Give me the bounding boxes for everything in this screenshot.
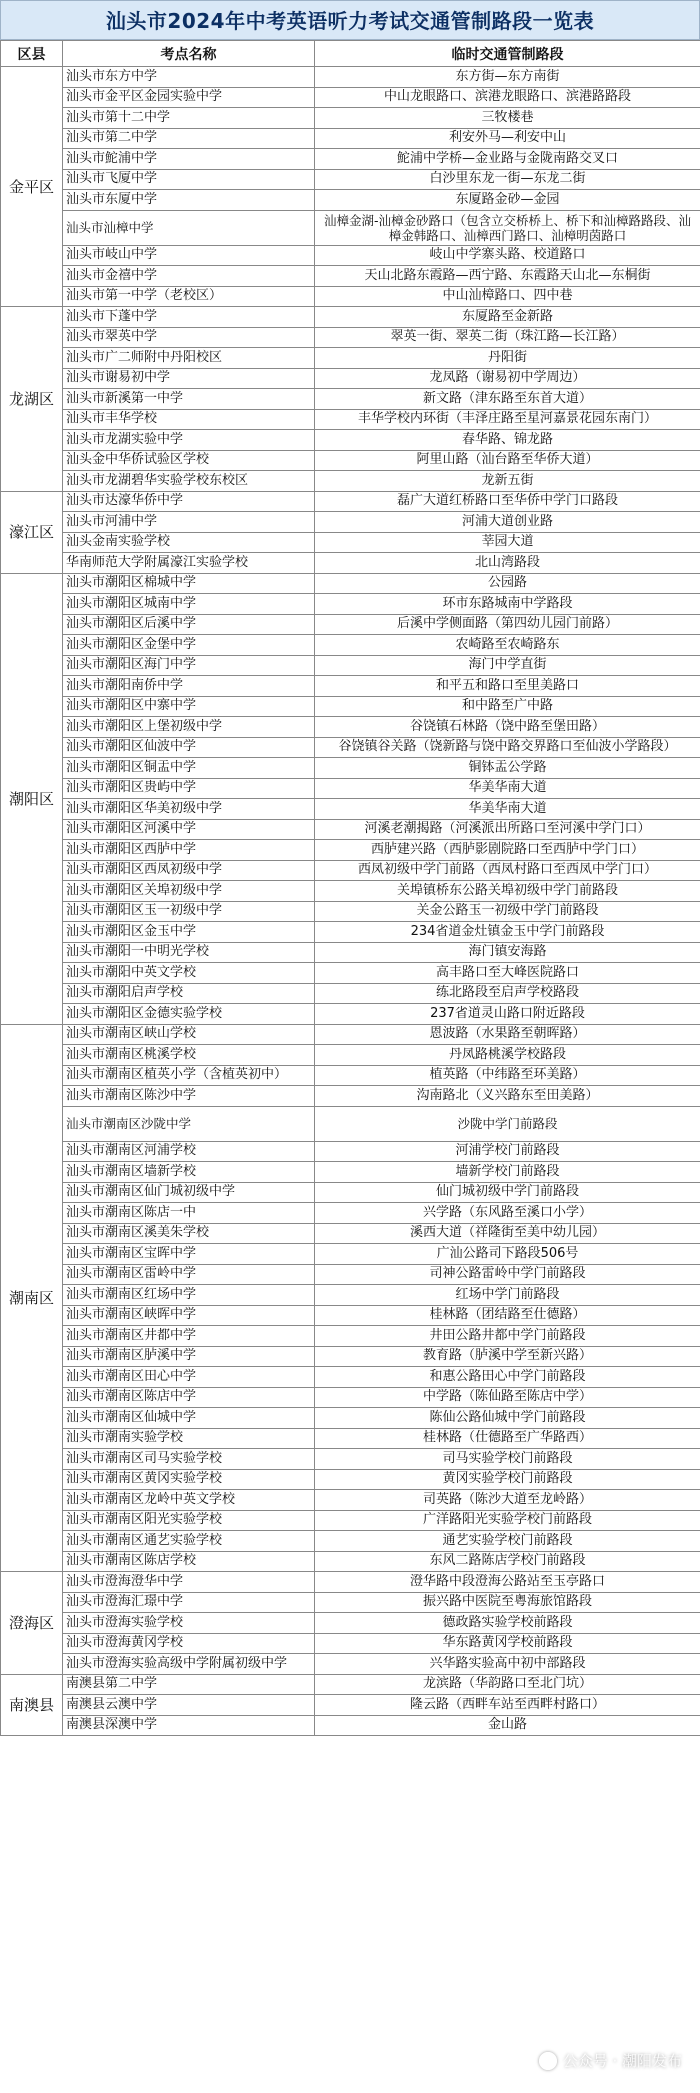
route-cell: 红场中学门前路段 (315, 1285, 700, 1306)
route-cell: 沟南路北（义兴路东至田美路） (315, 1086, 700, 1107)
table-row (1, 1674, 700, 1695)
table-row (1, 696, 700, 717)
school-cell: 汕头市潮南区峡晖中学 (63, 1305, 315, 1326)
route-cell: 广洋路阳光实验学校门前路段 (315, 1510, 700, 1531)
table-row (1, 1572, 700, 1593)
school-cell: 汕头市潮南区仙城中学 (63, 1408, 315, 1429)
route-cell: 鮀浦中学桥—金业路与金陇南路交叉口 (315, 149, 700, 170)
table-row (1, 655, 700, 676)
table-row (1, 1106, 700, 1141)
table-row (1, 1408, 700, 1429)
school-cell: 汕头市潮阳区金堡中学 (63, 635, 315, 656)
table-row (1, 676, 700, 697)
table-row (1, 901, 700, 922)
route-cell: 环市东路城南中学路段 (315, 594, 700, 615)
table-row (1, 573, 700, 594)
table-row (1, 1203, 700, 1224)
table-row (1, 348, 700, 369)
route-cell: 练北路段至启声学校路段 (315, 983, 700, 1004)
school-cell: 汕头市潮南区通艺实验学校 (63, 1531, 315, 1552)
route-cell: 北山湾路段 (315, 553, 700, 574)
school-cell: 汕头市潮南区陈店学校 (63, 1551, 315, 1572)
table-row (1, 1695, 700, 1716)
route-cell: 东风二路陈店学校门前路段 (315, 1551, 700, 1572)
route-cell: 恩波路（水果路至朝晖路） (315, 1024, 700, 1045)
table-row (1, 635, 700, 656)
school-cell: 汕头市第十二中学 (63, 108, 315, 129)
school-cell: 汕头市潮南区墙新学校 (63, 1162, 315, 1183)
school-cell: 汕头市潮阳区海门中学 (63, 655, 315, 676)
school-cell: 汕头市潮南区植英小学（含植英初中） (63, 1065, 315, 1086)
table-row (1, 67, 700, 88)
school-cell: 汕头市澄海汇璟中学 (63, 1592, 315, 1613)
table-row (1, 1346, 700, 1367)
table-row (1, 169, 700, 190)
route-cell: 广汕公路司下路段506号 (315, 1244, 700, 1265)
table-row (1, 799, 700, 820)
table-row (1, 1305, 700, 1326)
school-cell: 汕头市潮阳区西凤初级中学 (63, 860, 315, 881)
route-cell: 东方街—东方南街 (315, 67, 700, 88)
school-cell: 汕头市潮阳区铜盂中学 (63, 758, 315, 779)
school-cell: 汕头市潮南区沙陇中学 (63, 1106, 315, 1141)
school-cell: 汕头市潮阳南侨中学 (63, 676, 315, 697)
header-district: 区县 (1, 41, 63, 67)
table-row (1, 1223, 700, 1244)
route-cell: 仙门城初级中学门前路段 (315, 1182, 700, 1203)
route-cell: 桂林路（团结路至仕德路） (315, 1305, 700, 1326)
table-row (1, 210, 700, 245)
district-cell: 澄海区 (1, 1572, 63, 1675)
table-row (1, 1715, 700, 1736)
table-row (1, 368, 700, 389)
table-row (1, 1654, 700, 1675)
route-cell: 井田公路井都中学门前路段 (315, 1326, 700, 1347)
school-cell: 汕头市飞厦中学 (63, 169, 315, 190)
route-cell: 丰华学校内环街（丰泽庄路至星河嘉景花园东南门） (315, 409, 700, 430)
table-row (1, 1449, 700, 1470)
school-cell: 汕头市龙湖碧华实验学校东校区 (63, 471, 315, 492)
school-cell: 汕头市新溪第一中学 (63, 389, 315, 410)
table-row (1, 1531, 700, 1552)
header-route: 临时交通管制路段 (315, 41, 700, 67)
route-cell: 关埠镇桥东公路关埠初级中学门前路段 (315, 881, 700, 902)
school-cell: 汕头市东厦中学 (63, 190, 315, 211)
route-cell: 中学路（陈仙路至陈店中学） (315, 1387, 700, 1408)
table-row (1, 108, 700, 129)
table-row (1, 1141, 700, 1162)
table-row (1, 266, 700, 287)
school-cell: 汕头市潮南区宝晖中学 (63, 1244, 315, 1265)
school-cell: 汕头市潮阳一中明光学校 (63, 942, 315, 963)
route-cell: 和平五和路口至里美路口 (315, 676, 700, 697)
district-cell: 南澳县 (1, 1674, 63, 1736)
school-cell: 汕头市潮南区陈店中学 (63, 1387, 315, 1408)
table-row (1, 778, 700, 799)
school-cell: 汕头市金禧中学 (63, 266, 315, 287)
school-cell: 汕头市下蓬中学 (63, 307, 315, 328)
route-cell: 利安外马—利安中山 (315, 128, 700, 149)
school-cell: 汕头市达濠华侨中学 (63, 491, 315, 512)
school-cell: 汕头市丰华学校 (63, 409, 315, 430)
table-row (1, 1086, 700, 1107)
route-cell: 中山龙眼路口、滨港龙眼路口、滨港路路段 (315, 87, 700, 108)
school-cell: 汕头市潮南实验学校 (63, 1428, 315, 1449)
table-row (1, 717, 700, 738)
route-cell: 关金公路玉一初级中学门前路段 (315, 901, 700, 922)
route-cell: 白沙里东龙一街—东龙二街 (315, 169, 700, 190)
school-cell: 汕头市潮南区陈店一中 (63, 1203, 315, 1224)
school-cell: 汕头市第二中学 (63, 128, 315, 149)
table-row (1, 860, 700, 881)
school-cell: 汕头市东方中学 (63, 67, 315, 88)
school-cell: 汕头市澄海澄华中学 (63, 1572, 315, 1593)
route-cell: 教育路（胪溪中学至新兴路） (315, 1346, 700, 1367)
table-row (1, 286, 700, 307)
school-cell: 汕头市汕樟中学 (63, 210, 315, 245)
route-cell: 河溪老潮揭路（河溪派出所路口至河溪中学门口） (315, 819, 700, 840)
route-cell: 铜钵盂公学路 (315, 758, 700, 779)
route-cell: 天山北路东霞路—西宁路、东霞路天山北—东桐街 (315, 266, 700, 287)
route-cell: 河浦学校门前路段 (315, 1141, 700, 1162)
school-cell: 汕头市第一中学（老校区） (63, 286, 315, 307)
table-row (1, 1387, 700, 1408)
school-cell: 汕头市岐山中学 (63, 245, 315, 266)
table-row (1, 532, 700, 553)
table-row (1, 1490, 700, 1511)
table-row (1, 922, 700, 943)
school-cell: 汕头市潮阳区金德实验学校 (63, 1004, 315, 1025)
school-cell: 汕头市潮阳启声学校 (63, 983, 315, 1004)
table-row (1, 389, 700, 410)
school-cell: 汕头市潮南区雷岭中学 (63, 1264, 315, 1285)
route-cell: 龙新五街 (315, 471, 700, 492)
school-cell: 汕头市潮阳区玉一初级中学 (63, 901, 315, 922)
route-cell: 公园路 (315, 573, 700, 594)
watermark-text: 公众号 · 潮阳发布 (562, 2052, 682, 2070)
school-cell: 汕头市潮南区田心中学 (63, 1367, 315, 1388)
table-row (1, 409, 700, 430)
district-cell: 濠江区 (1, 491, 63, 573)
route-cell: 华东路黄冈学校前路段 (315, 1633, 700, 1654)
school-cell: 汕头市潮阳区后溪中学 (63, 614, 315, 635)
table-row (1, 614, 700, 635)
school-cell: 汕头市谢易初中学 (63, 368, 315, 389)
route-cell: 兴华路实验高中初中部路段 (315, 1654, 700, 1675)
route-cell: 新文路（津东路至东首大道） (315, 389, 700, 410)
school-cell: 汕头市潮南区仙门城初级中学 (63, 1182, 315, 1203)
route-cell: 和中路至广中路 (315, 696, 700, 717)
route-cell: 通艺实验学校门前路段 (315, 1531, 700, 1552)
school-cell: 汕头市潮南区龙岭中英文学校 (63, 1490, 315, 1511)
route-cell: 兴学路（东风路至溪口小学） (315, 1203, 700, 1224)
school-cell: 汕头市潮阳中英文学校 (63, 963, 315, 984)
route-cell: 司神公路雷岭中学门前路段 (315, 1264, 700, 1285)
table-row (1, 1285, 700, 1306)
school-cell: 汕头市潮阳区西胪中学 (63, 840, 315, 861)
route-cell: 沙陇中学门前路段 (315, 1106, 700, 1141)
table-row (1, 430, 700, 451)
school-cell: 汕头市澄海实验高级中学附属初级中学 (63, 1654, 315, 1675)
route-cell: 翠英一街、翠英二街（珠江路—长江路） (315, 327, 700, 348)
route-cell: 海门中学直街 (315, 655, 700, 676)
route-cell: 春华路、锦龙路 (315, 430, 700, 451)
school-cell: 汕头市翠英中学 (63, 327, 315, 348)
table-row (1, 1162, 700, 1183)
school-cell: 汕头市金平区金园实验中学 (63, 87, 315, 108)
school-cell: 汕头市潮南区黄冈实验学校 (63, 1469, 315, 1490)
table-row (1, 819, 700, 840)
school-cell: 汕头市潮阳区金玉中学 (63, 922, 315, 943)
school-cell: 汕头市潮南区河浦学校 (63, 1141, 315, 1162)
table-row (1, 1592, 700, 1613)
page-title: 汕头市2024年中考英语听力考试交通管制路段一览表 (0, 0, 700, 40)
route-cell: 三牧楼巷 (315, 108, 700, 129)
table-row (1, 983, 700, 1004)
table-row (1, 327, 700, 348)
table-row (1, 1264, 700, 1285)
table-row (1, 1004, 700, 1025)
table-row (1, 491, 700, 512)
school-cell: 汕头市潮阳区上堡初级中学 (63, 717, 315, 738)
district-cell: 潮阳区 (1, 573, 63, 1024)
table-row (1, 1428, 700, 1449)
table-row (1, 553, 700, 574)
route-cell: 丹凤路桃溪学校路段 (315, 1045, 700, 1066)
route-cell: 汕樟金湖-汕樟金砂路口（包含立交桥桥上、桥下和汕樟路路段、汕樟金韩路口、汕樟西门路口、汕樟明茵路口 (315, 210, 700, 245)
route-cell: 234省道金灶镇金玉中学门前路段 (315, 922, 700, 943)
route-cell: 振兴路中医院至粤海旅馆路段 (315, 1592, 700, 1613)
route-cell: 桂林路（仕德路至广华路西） (315, 1428, 700, 1449)
school-cell: 汕头市潮阳区华美初级中学 (63, 799, 315, 820)
district-cell: 潮南区 (1, 1024, 63, 1572)
route-cell: 中山汕樟路口、四中巷 (315, 286, 700, 307)
route-cell: 丹阳街 (315, 348, 700, 369)
route-cell: 澄华路中段澄海公路站至玉亭路口 (315, 1572, 700, 1593)
school-cell: 汕头市潮阳区贵屿中学 (63, 778, 315, 799)
route-cell: 谷饶镇谷关路（饶新路与饶中路交界路口至仙波小学路段） (315, 737, 700, 758)
table-row (1, 1367, 700, 1388)
route-cell: 谷饶镇石林路（饶中路至堡田路） (315, 717, 700, 738)
table-header-row (1, 41, 700, 67)
school-cell: 汕头市潮阳区仙波中学 (63, 737, 315, 758)
route-cell: 隆云路（西畔车站至西畔村路口） (315, 1695, 700, 1716)
table-row (1, 245, 700, 266)
school-cell: 汕头市广二师附中丹阳校区 (63, 348, 315, 369)
school-cell: 汕头金南实验学校 (63, 532, 315, 553)
route-cell: 东厦路金砂—金园 (315, 190, 700, 211)
route-cell: 后溪中学侧面路（第四幼儿园门前路） (315, 614, 700, 635)
route-cell: 墙新学校门前路段 (315, 1162, 700, 1183)
school-cell: 汕头市潮南区井都中学 (63, 1326, 315, 1347)
watermark (539, 2050, 682, 2071)
table-row (1, 450, 700, 471)
route-cell: 高丰路口至大峰医院路口 (315, 963, 700, 984)
table-row (1, 307, 700, 328)
school-cell: 汕头市潮南区胪溪中学 (63, 1346, 315, 1367)
route-cell: 东厦路至金新路 (315, 307, 700, 328)
school-cell: 南澳县第二中学 (63, 1674, 315, 1695)
table-row (1, 471, 700, 492)
table-row (1, 942, 700, 963)
school-cell: 汕头市潮阳区河溪中学 (63, 819, 315, 840)
school-cell: 汕头市潮阳区棉城中学 (63, 573, 315, 594)
table-row (1, 1510, 700, 1531)
table-row (1, 1469, 700, 1490)
route-cell: 磊广大道红桥路口至华侨中学门口路段 (315, 491, 700, 512)
table-row (1, 1633, 700, 1654)
table-row (1, 1024, 700, 1045)
route-cell: 司马实验学校门前路段 (315, 1449, 700, 1470)
table-row (1, 1065, 700, 1086)
school-cell: 汕头市潮南区司马实验学校 (63, 1449, 315, 1470)
header-school: 考点名称 (63, 41, 315, 67)
traffic-control-table (0, 40, 700, 1736)
route-cell: 岐山中学寨头路、校道路口 (315, 245, 700, 266)
route-cell: 农崎路至农崎路东 (315, 635, 700, 656)
district-cell: 龙湖区 (1, 307, 63, 492)
route-cell: 西胪建兴路（西胪影剧院路口至西胪中学门口） (315, 840, 700, 861)
school-cell: 汕头金中华侨试验区学校 (63, 450, 315, 471)
table-row (1, 190, 700, 211)
school-cell: 汕头市潮阳区城南中学 (63, 594, 315, 615)
table-row (1, 1551, 700, 1572)
route-cell: 海门镇安海路 (315, 942, 700, 963)
table-row (1, 1182, 700, 1203)
route-cell: 金山路 (315, 1715, 700, 1736)
table-row (1, 840, 700, 861)
route-cell: 阿里山路（汕台路至华侨大道） (315, 450, 700, 471)
school-cell: 华南师范大学附属濠江实验学校 (63, 553, 315, 574)
school-cell: 汕头市潮南区峡山学校 (63, 1024, 315, 1045)
district-cell: 金平区 (1, 67, 63, 307)
table-row (1, 737, 700, 758)
route-cell: 河浦大道创业路 (315, 512, 700, 533)
route-cell: 龙凤路（谢易初中学周边） (315, 368, 700, 389)
table-row (1, 1045, 700, 1066)
table-row (1, 149, 700, 170)
route-cell: 植英路（中纬路至环美路） (315, 1065, 700, 1086)
table-row (1, 87, 700, 108)
table-row (1, 128, 700, 149)
wechat-logo-icon (539, 2052, 557, 2070)
table-row (1, 1326, 700, 1347)
route-cell: 华美华南大道 (315, 799, 700, 820)
school-cell: 汕头市鮀浦中学 (63, 149, 315, 170)
route-cell: 陈仙公路仙城中学门前路段 (315, 1408, 700, 1429)
route-cell: 和惠公路田心中学门前路段 (315, 1367, 700, 1388)
school-cell: 南澳县云澳中学 (63, 1695, 315, 1716)
table-row (1, 881, 700, 902)
school-cell: 汕头市潮南区溪美朱学校 (63, 1223, 315, 1244)
school-cell: 汕头市潮南区桃溪学校 (63, 1045, 315, 1066)
school-cell: 汕头市潮阳区关埠初级中学 (63, 881, 315, 902)
route-cell: 西凤初级中学门前路（西凤村路口至西凤中学门口） (315, 860, 700, 881)
table-row (1, 594, 700, 615)
route-cell: 德政路实验学校前路段 (315, 1613, 700, 1634)
route-cell: 溪西大道（祥隆街至美中幼儿园） (315, 1223, 700, 1244)
table-row (1, 758, 700, 779)
route-cell: 华美华南大道 (315, 778, 700, 799)
route-cell: 莘园大道 (315, 532, 700, 553)
school-cell: 汕头市潮阳区中寨中学 (63, 696, 315, 717)
school-cell: 汕头市潮南区陈沙中学 (63, 1086, 315, 1107)
table-row (1, 963, 700, 984)
school-cell: 汕头市潮南区红场中学 (63, 1285, 315, 1306)
school-cell: 汕头市潮南区阳光实验学校 (63, 1510, 315, 1531)
school-cell: 汕头市龙湖实验中学 (63, 430, 315, 451)
school-cell: 汕头市澄海实验学校 (63, 1613, 315, 1634)
table-row (1, 1613, 700, 1634)
school-cell: 汕头市河浦中学 (63, 512, 315, 533)
route-cell: 黄冈实验学校门前路段 (315, 1469, 700, 1490)
route-cell: 237省道灵山路口附近路段 (315, 1004, 700, 1025)
school-cell: 汕头市澄海黄冈学校 (63, 1633, 315, 1654)
table-row (1, 1244, 700, 1265)
route-cell: 龙滨路（华韵路口至北门坑） (315, 1674, 700, 1695)
route-cell: 司英路（陈沙大道至龙岭路） (315, 1490, 700, 1511)
table-row (1, 512, 700, 533)
table-body (1, 67, 700, 1736)
school-cell: 南澳县深澳中学 (63, 1715, 315, 1736)
